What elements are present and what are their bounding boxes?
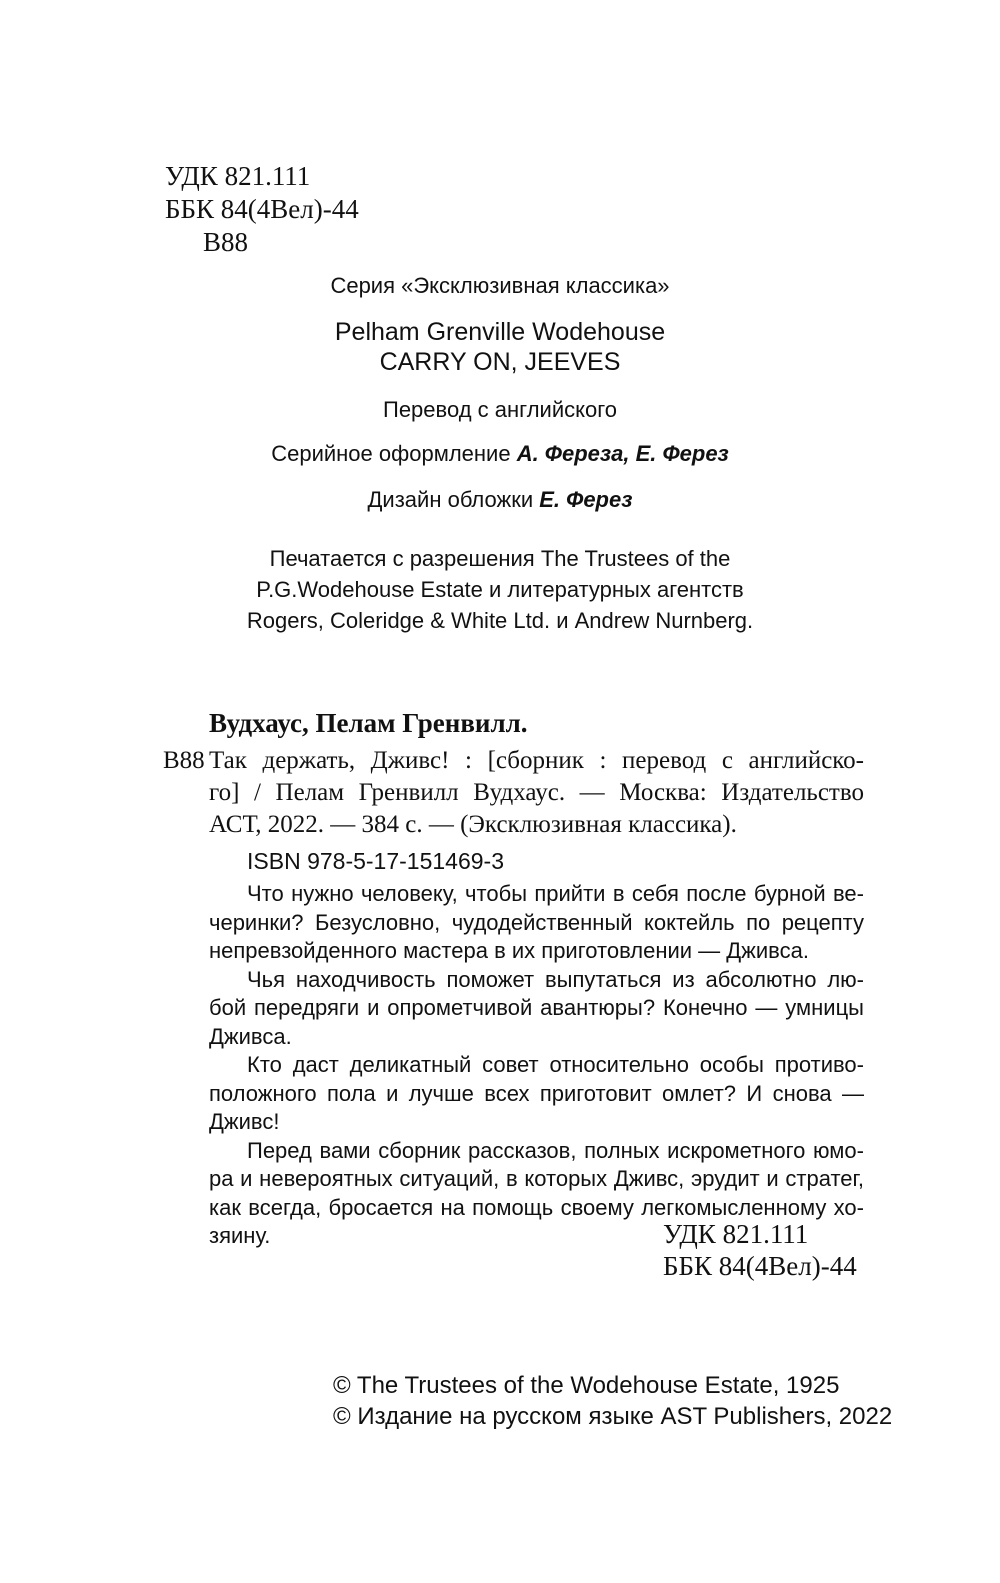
annotation-line: Дживс!	[209, 1109, 280, 1134]
annotation-line: черинки? Безусловно, чудодейственный коктейль по рецепту	[209, 909, 864, 935]
cover-design-credit	[0, 487, 1000, 513]
original-title: CARRY ON, JEEVES	[379, 348, 621, 376]
annotation-line: зяину.	[209, 1223, 271, 1248]
annotation-line: бой передряги и опрометчивой авантюры? Конечно — умницы	[209, 995, 864, 1020]
permission-line: P.G.Wodehouse Estate и литературных агентств	[256, 577, 744, 602]
copyright-line: © Издание на русском языке AST Publishers, 2022	[333, 1403, 893, 1430]
permission-line: Rogers, Coleridge & White Ltd. и Andrew Nurnberg.	[246, 608, 754, 633]
cover-design-names: Е. Ферез	[539, 487, 633, 512]
annotation-line: Что нужно человеку, чтобы прийти в себя после бурной ве-	[247, 881, 864, 906]
annotation-line: Чья находчивость поможет выпутаться из абсолютно лю-	[247, 966, 864, 992]
isbn: ISBN 978-5-17-151469-3	[247, 848, 504, 874]
bibliographic-author: Вудхаус, Пелам Гренвилл.	[209, 708, 528, 738]
annotation-line: как всегда, бросается на помощь своему легкомысленному хо-	[209, 1194, 864, 1220]
bibliographic-line: Так держать, Дживс! : [сборник : перевод с английско-	[209, 747, 864, 774]
series-line: Серия «Эксклюзивная классика»	[330, 273, 670, 298]
bibliographic-record	[163, 745, 864, 841]
copyright-line: © The Trustees of the Wodehouse Estate, 1925	[333, 1372, 840, 1399]
original-author: Pelham Grenville Wodehouse	[334, 318, 666, 346]
udk-code: УДК 821.111	[663, 1219, 809, 1249]
author-mark: В88	[203, 227, 249, 257]
udk-code: УДК 821.111	[165, 161, 311, 191]
annotation-line: Кто даст деликатный совет относительно особы противо-	[247, 1052, 864, 1077]
annotation-line: Дживса.	[209, 1023, 292, 1049]
permission-line: Печатается с разрешения The Trustees of the	[269, 546, 731, 571]
annotation-line: Перед вами сборник рассказов, полных искрометного юмо-	[247, 1137, 864, 1163]
copyright-notices	[333, 1370, 892, 1432]
annotation-line: ра и невероятных ситуаций, в которых Дживс, эрудит и стратег,	[209, 1166, 864, 1191]
permission-notice	[0, 543, 1000, 636]
bibliographic-code: В88	[163, 747, 205, 774]
annotation-line: положного пола и лучше всех приготовит омлет? И снова —	[209, 1080, 864, 1106]
series-design-label: Серийное оформление	[271, 441, 517, 466]
cover-design-label: Дизайн обложки	[367, 487, 540, 512]
bibliographic-line: го] / Пелам Гренвилл Вудхаус. — Москва: Издательство	[209, 779, 864, 806]
udk-block-top	[165, 160, 359, 259]
series-design-credit	[0, 441, 1000, 467]
series-design-names: А. Фереза, Е. Ферез	[516, 441, 729, 466]
annotation-line: непревзойденного мастера в их приготовлении — Дживса.	[209, 938, 809, 963]
bibliographic-line: АСТ, 2022. — 384 с. — (Эксклюзивная классика).	[209, 811, 737, 838]
translation-note: Перевод с английского	[383, 397, 617, 422]
bbk-code: ББК 84(4Вел)-44	[663, 1251, 857, 1281]
udk-block-bottom	[663, 1218, 857, 1282]
bbk-code: ББК 84(4Вел)-44	[165, 194, 359, 224]
annotation	[209, 880, 864, 1251]
